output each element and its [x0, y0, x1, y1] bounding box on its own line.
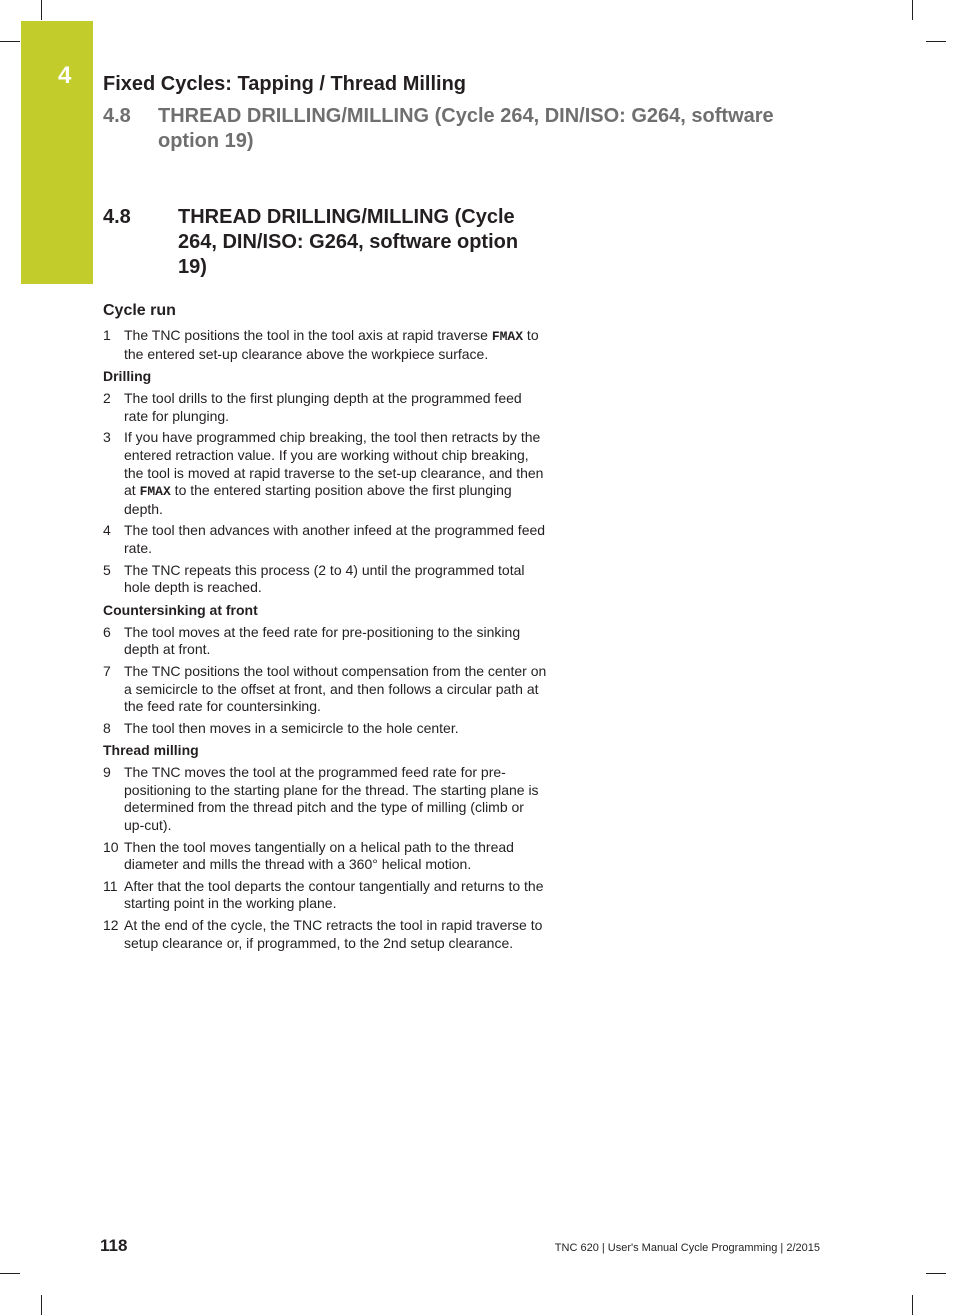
running-head-section-title: THREAD DRILLING/MILLING (Cycle 264, DIN/ISO: G264, software option 19) [158, 105, 774, 152]
item-text: to the entered starting position above the first plunging depth. [124, 482, 512, 517]
list-item [103, 878, 548, 913]
crop-mark [41, 0, 42, 20]
item-text: The tool moves at the feed rate for pre-positioning to the sinking depth at front. [124, 623, 521, 658]
page-number: 118 [100, 1236, 128, 1255]
item-text: After that the tool departs the contour tangentially and returns to the starting point in the working plane. [124, 877, 544, 912]
list-item [103, 839, 548, 874]
subhead-countersinking: Countersinking at front [103, 601, 258, 618]
crop-mark [0, 1273, 20, 1274]
item-text: The TNC positions the tool without compensation from the center on a semicircle to the offset at front, and then follows a circular path at the feed rate for countersinking. [124, 662, 547, 715]
footer-text: TNC 620 | User's Manual Cycle Programming | 2/2015 [554, 1242, 820, 1254]
item-number: 4 [103, 522, 111, 539]
crop-mark [912, 0, 913, 20]
crop-mark [41, 1295, 42, 1315]
item-code: FMAX [491, 329, 524, 344]
item-number: 12 [103, 917, 119, 934]
item-number: 7 [103, 662, 111, 679]
item-text: The tool then moves in a semicircle to the hole center. [124, 719, 459, 736]
item-number: 5 [103, 561, 111, 578]
item-text: The tool drills to the first plunging depth at the programmed feed rate for plunging. [124, 390, 522, 424]
subhead-drilling: Drilling [103, 368, 152, 385]
crop-mark [0, 41, 20, 42]
item-number: 8 [103, 719, 111, 736]
running-head-title: Fixed Cycles: Tapping / Thread Milling [103, 73, 467, 95]
chapter-number: 4 [58, 62, 72, 89]
item-number: 2 [103, 390, 111, 407]
item-number: 3 [103, 429, 111, 446]
chapter-tab [21, 21, 93, 284]
list-item [103, 390, 548, 425]
item-number: 9 [103, 764, 111, 781]
list-item [103, 429, 548, 518]
running-head-section-number: 4.8 [103, 105, 131, 127]
item-text: The tool then advances with another infeed at the programmed feed rate. [124, 522, 546, 556]
item-text: to the entered set-up clearance above the workpiece surface. [124, 327, 539, 362]
list-item [103, 917, 548, 952]
item-code: FMAX [139, 484, 171, 500]
list-item [103, 663, 548, 716]
item-text: If you have programmed chip breaking, the tool then retracts by the entered retraction value. If you are working without chip breaking, the tool is moved at rapid traverse to the set-up clearance, and then at [124, 429, 544, 499]
crop-mark [926, 1273, 946, 1274]
list-item [103, 562, 548, 597]
subhead-cycle-run: Cycle run [103, 302, 176, 319]
item-text: At the end of the cycle, the TNC retracts the tool in rapid traverse to setup clearance or, if programmed, to the 2nd setup clearance. [124, 917, 543, 951]
item-number: 1 [103, 327, 111, 343]
item-text: Then the tool moves tangentially on a helical path to the thread diameter and mills the thread with a 360° helical motion. [124, 838, 514, 873]
item-text: The TNC positions the tool in the tool axis at rapid traverse [124, 327, 492, 343]
item-number: 10 [103, 838, 119, 855]
section-number: 4.8 [103, 206, 131, 228]
item-text: The TNC moves the tool at the programmed feed rate for pre-positioning to the starting plane for the thread. The starting plane is determined from the thread pitch and the type of milling (climb or up-cut). [124, 764, 539, 834]
list-item [103, 327, 548, 363]
crop-mark [926, 41, 946, 42]
subhead-thread-milling: Thread milling [103, 742, 199, 759]
item-number: 6 [103, 623, 111, 640]
crop-mark [912, 1295, 913, 1315]
list-item [103, 522, 548, 557]
list-item [103, 764, 548, 834]
body-content [103, 301, 548, 956]
section-title-text: THREAD DRILLING/MILLING (Cycle 264, DIN/ISO: G264, software option 19) [178, 206, 519, 278]
item-text: The TNC repeats this process (2 to 4) until the programmed total hole depth is reached. [124, 561, 525, 596]
list-item [103, 720, 548, 738]
item-number: 11 [103, 877, 118, 894]
list-item [103, 624, 548, 659]
